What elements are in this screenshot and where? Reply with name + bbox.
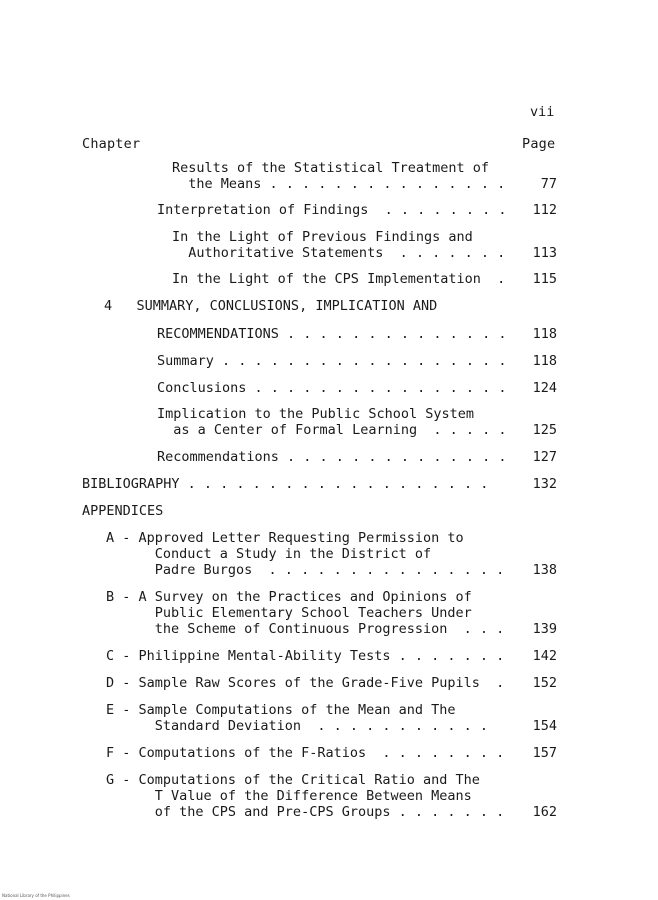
appendix-entry-text: C - Philippine Mental-Ability Tests . . . . . . .: [106, 648, 505, 664]
appendix-entry-text: Padre Burgos . . . . . . . . . . . . . . .: [106, 562, 505, 578]
appendix-entry-text: F - Computations of the F-Ratios . . . . . . . .: [106, 745, 505, 761]
appendix-entry-text: Conduct a Study in the District of: [106, 546, 432, 562]
toc-entry-text: Authoritative Statements . . . . . . .: [172, 245, 506, 261]
appendix-entry-text: the Scheme of Continuous Progression . . .: [106, 621, 505, 637]
toc-entry-text: Interpretation of Findings . . . . . . . .: [157, 202, 507, 218]
appendix-entry-text: of the CPS and Pre-CPS Groups . . . . . . .: [106, 804, 505, 820]
toc-entry-page: 124: [532, 380, 557, 396]
toc-entry-text: In the Light of the CPS Implementation .: [172, 271, 506, 287]
toc-entry-page: 113: [532, 245, 557, 261]
toc-entry-page: 152: [532, 675, 557, 691]
page-number: vii: [530, 104, 555, 120]
appendix-entry-text: Public Elementary School Teachers Under: [106, 605, 472, 621]
appendix-entry-text: D - Sample Raw Scores of the Grade-Five Pupils .: [106, 675, 505, 691]
appendix-entry-text: B - A Survey on the Practices and Opinions of: [106, 589, 472, 605]
toc-entry-text: the Means . . . . . . . . . . . . . . .: [172, 176, 506, 192]
toc-entry-page: 112: [532, 202, 557, 218]
toc-entry-text: Results of the Statistical Treatment of: [172, 160, 489, 176]
chapter-column-header: Chapter: [82, 136, 141, 152]
appendix-entry-text: Standard Deviation . . . . . . . . . . .: [106, 718, 489, 734]
chapter-heading: 4 SUMMARY, CONCLUSIONS, IMPLICATION AND: [104, 298, 438, 314]
toc-entry-page: 139: [532, 621, 557, 637]
bibliography-entry: BIBLIOGRAPHY . . . . . . . . . . . . . . . . . . .: [82, 476, 489, 492]
toc-entry-text: as a Center of Formal Learning . . . . .: [157, 422, 507, 438]
appendix-entry-text: A - Approved Letter Requesting Permission to: [106, 530, 464, 546]
toc-entry-text: Recommendations . . . . . . . . . . . . . .: [157, 449, 507, 465]
appendices-heading: APPENDICES: [82, 503, 164, 519]
toc-entry-page: 142: [532, 648, 557, 664]
toc-entry-page: 154: [532, 718, 557, 734]
toc-entry-page: 118: [532, 326, 557, 342]
toc-entry-page: 118: [532, 353, 557, 369]
toc-entry-text: Summary . . . . . . . . . . . . . . . . . .: [157, 353, 507, 369]
toc-entry-page: 132: [532, 476, 557, 492]
toc-entry-text: Conclusions . . . . . . . . . . . . . . . .: [157, 380, 507, 396]
toc-entry-page: 157: [532, 745, 557, 761]
appendix-entry-text: E - Sample Computations of the Mean and The: [106, 702, 456, 718]
toc-entry-page: 138: [532, 562, 557, 578]
toc-entry-text: Implication to the Public School System: [157, 406, 474, 422]
toc-entry-text: In the Light of Previous Findings and: [172, 229, 473, 245]
toc-entry-page: 77: [540, 176, 557, 192]
toc-entry-page: 115: [532, 271, 557, 287]
page-column-header: Page: [522, 136, 556, 152]
toc-entry-page: 125: [532, 422, 557, 438]
appendix-entry-text: T Value of the Difference Between Means: [106, 788, 472, 804]
appendix-entry-text: G - Computations of the Critical Ratio and The: [106, 772, 480, 788]
toc-entry-page: 162: [532, 804, 557, 820]
toc-entry-text: RECOMMENDATIONS . . . . . . . . . . . . . .: [157, 326, 507, 342]
library-footer: National Library of the Philippines: [2, 893, 70, 898]
toc-entry-page: 127: [532, 449, 557, 465]
